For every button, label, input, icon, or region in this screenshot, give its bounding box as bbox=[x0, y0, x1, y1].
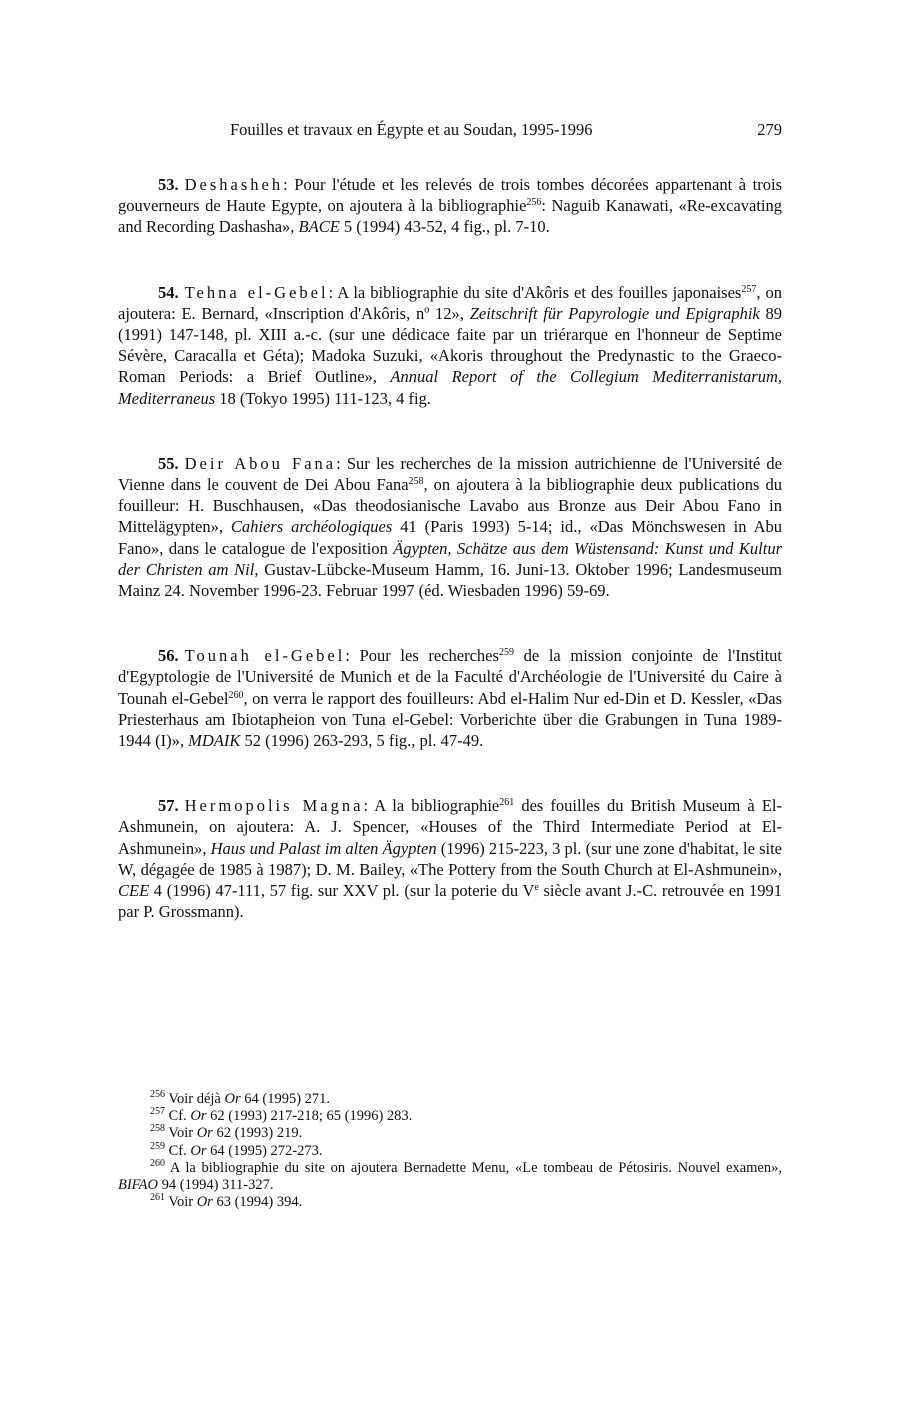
site-name: Deshasheh bbox=[184, 175, 284, 194]
entry-text: des fouilles du British Museum à El-Ashmunein, on ajoutera: A. J. Spencer, «Houses of the Third Intermediate Period at El-Ashmunein», bbox=[118, 796, 782, 858]
entry-number: 54. bbox=[158, 282, 179, 302]
entry-text: (1996) 215-223, 3 pl. (sur une zone d'habitat, le site W, dégagée de 1985 à 1987); D. M. Bailey, «The Pottery from the South Church at El-Ashmunein», bbox=[118, 838, 782, 879]
entry-text: , on verra le rapport des fouilleurs: Abd el-Halim Nur ed-Din et D. Kessler, «Das Priesterhaus am Ibiotapheion von Tuna el-Gebel: Vorberichte über die Grabungen in Tuna 1989-1944 (I)», bbox=[118, 688, 782, 751]
entry-text: siècle avant J.-C. retrouvée en 1991 par P. Grossmann). bbox=[118, 881, 782, 922]
journal-title: Zeitschrift für Papyrologie und Epigraphik bbox=[469, 303, 760, 323]
entry-text: 89 (1991) 147-148, pl. XIII a.-c. (sur une dédicace faite par un triérarque en l'honneur de Septime Sévère, Caracalla et Géta); Madoka Suzuki, «Akoris throughout the Predynastic to the Graeco-Roman Periods: a Brief Outline», bbox=[118, 303, 783, 387]
journal-title: Cahiers archéologiques bbox=[230, 517, 393, 537]
entry-text: 52 (1996) 263-293, 5 fig., pl. 47-49. bbox=[240, 731, 484, 751]
footnote-number: 260 bbox=[150, 1157, 165, 1169]
entry-number: 53. bbox=[158, 175, 179, 194]
entry-text: 18 (Tokyo 1995) 111-123, 4 fig. bbox=[215, 388, 431, 408]
book-title: Haus und Palast im alten Ägypten bbox=[210, 838, 437, 858]
footnote-text: Voir bbox=[165, 1194, 197, 1211]
journal-abbrev: Or bbox=[224, 1091, 241, 1107]
footnote-number: 258 bbox=[150, 1123, 165, 1135]
footnote-text: Voir déjà bbox=[165, 1091, 225, 1107]
entry-text: : Sur les recherches de la mission autrichienne de l'Université de Vienne dans le couvent de Dei Abou Fana bbox=[118, 453, 782, 495]
entry-text: de la mission conjointe de l'Institut d'Egyptologie de l'Université de Munich et de la Faculté d'Archéologie de l'Université du Caire à Tounah el-Gebel bbox=[118, 646, 782, 708]
journal-abbrev: BIFAO bbox=[118, 1177, 159, 1194]
footnote-text: 94 (1994) 311-327. bbox=[158, 1177, 274, 1194]
footnote-ref: 257 bbox=[741, 283, 757, 295]
footnote-ref: 258 bbox=[408, 476, 424, 488]
journal-abbrev: Or bbox=[190, 1108, 207, 1125]
journal-title: MDAIK bbox=[188, 731, 241, 751]
footnote-256 bbox=[118, 1091, 782, 1108]
footnote-text: 62 (1993) 217-218; 65 (1996) 283. bbox=[206, 1108, 413, 1125]
footnote-text: Cf. bbox=[165, 1142, 191, 1159]
footnote-text: 62 (1993) 219. bbox=[212, 1125, 303, 1142]
entry-text: , on ajoutera: E. Bernard, «Inscription d'Akôris, nº 12», bbox=[118, 282, 783, 323]
footnote-257 bbox=[118, 1108, 782, 1125]
footnote-260 bbox=[118, 1157, 782, 1194]
main-text bbox=[118, 174, 782, 922]
footnote-text: 64 (1995) 272-273. bbox=[206, 1142, 323, 1159]
footnote-text: A la bibliographie du site on ajoutera Bernadette Menu, «Le tombeau de Pétosiris. Nouvel examen», bbox=[165, 1159, 782, 1176]
page-number: 279 bbox=[757, 120, 782, 139]
entry-54 bbox=[118, 282, 782, 409]
footnote-text: 64 (1995) 271. bbox=[240, 1091, 331, 1107]
entry-text: 4 (1996) 47-111, 57 fig. sur XXV pl. (sur la poterie du V bbox=[149, 881, 535, 901]
entry-text: 5 (1994) 43-52, 4 fig., pl. 7-10. bbox=[339, 217, 550, 237]
footnote-259 bbox=[118, 1140, 782, 1160]
running-title: Fouilles et travaux en Égypte et au Soudan, 1995-1996 bbox=[230, 120, 593, 139]
entry-number: 55. bbox=[158, 453, 179, 473]
superscript: e bbox=[534, 882, 539, 894]
journal-abbrev: Or bbox=[196, 1194, 213, 1211]
entry-55 bbox=[118, 453, 782, 601]
running-header bbox=[118, 120, 782, 144]
journal-title: Annual Report of the Collegium Mediterranistarum, Mediterraneus bbox=[118, 367, 783, 408]
entry-56 bbox=[118, 645, 782, 751]
footnotes bbox=[118, 1091, 782, 1211]
footnote-number: 261 bbox=[150, 1192, 165, 1204]
entry-text: , Gustav-Lübcke-Museum Hamm, 16. Juni-13. Oktober 1996; Landesmuseum Mainz 24. November 1996-23. Februar 1997 (éd. Wiesbaden 1996) 59-69. bbox=[118, 559, 782, 601]
footnote-number: 259 bbox=[150, 1140, 165, 1152]
footnote-text: Voir bbox=[165, 1125, 197, 1142]
entry-57 bbox=[118, 795, 782, 922]
entry-text: : Pour l'étude et les relevés de trois tombes décorées appartenant à trois gouverneurs de Haute Egypte, on ajoutera à la bibliographie bbox=[118, 175, 782, 216]
footnote-text: 63 (1994) 394. bbox=[212, 1194, 303, 1211]
footnote-ref: 259 bbox=[498, 647, 514, 659]
entry-text: : Naguib Kanawati, «Re-excavating and Recording Dashasha», bbox=[118, 196, 783, 237]
footnote-261 bbox=[118, 1194, 782, 1211]
journal-title: BACE bbox=[298, 217, 340, 237]
journal-title: CEE bbox=[118, 881, 150, 901]
journal-abbrev: Or bbox=[196, 1125, 213, 1142]
entry-text: : A la bibliographie bbox=[363, 796, 500, 816]
footnote-ref: 256 bbox=[526, 197, 542, 209]
entry-53 bbox=[118, 174, 782, 238]
entry-text: 41 (Paris 1993) 5-14; id., «Das Mönchswesen in Abu Fano», dans le catalogue de l'exposition bbox=[118, 517, 782, 558]
footnote-258 bbox=[118, 1125, 782, 1142]
site-name: Tehna el-Gebel bbox=[184, 282, 329, 302]
entry-text: : Pour les recherches bbox=[345, 646, 499, 666]
footnote-number: 256 bbox=[150, 1089, 165, 1100]
entry-text: , on ajoutera à la bibliographie deux publications du fouilleur: H. Buschhausen, «Das theodosianische Lavabo aus Bronze aus Deir Abou Fano in Mittelägypten», bbox=[118, 475, 782, 537]
site-name: Tounah el-Gebel bbox=[184, 646, 346, 666]
footnote-ref: 261 bbox=[499, 797, 515, 809]
site-name: Hermopolis Magna bbox=[184, 796, 364, 816]
footnote-ref: 260 bbox=[228, 689, 244, 701]
footnote-text: Cf. bbox=[165, 1108, 191, 1125]
site-name: Deir Abou Fana bbox=[184, 453, 337, 473]
exhibition-title: Ägypten, Schätze aus dem Wüstensand: Kunst und Kultur der Christen am Nil bbox=[118, 538, 783, 579]
entry-number: 56. bbox=[158, 646, 179, 666]
entry-text: : A la bibliographie du site d'Akôris et des fouilles japonaises bbox=[328, 282, 742, 302]
entry-number: 57. bbox=[158, 796, 179, 816]
footnote-number: 257 bbox=[150, 1106, 165, 1118]
journal-abbrev: Or bbox=[190, 1142, 207, 1159]
